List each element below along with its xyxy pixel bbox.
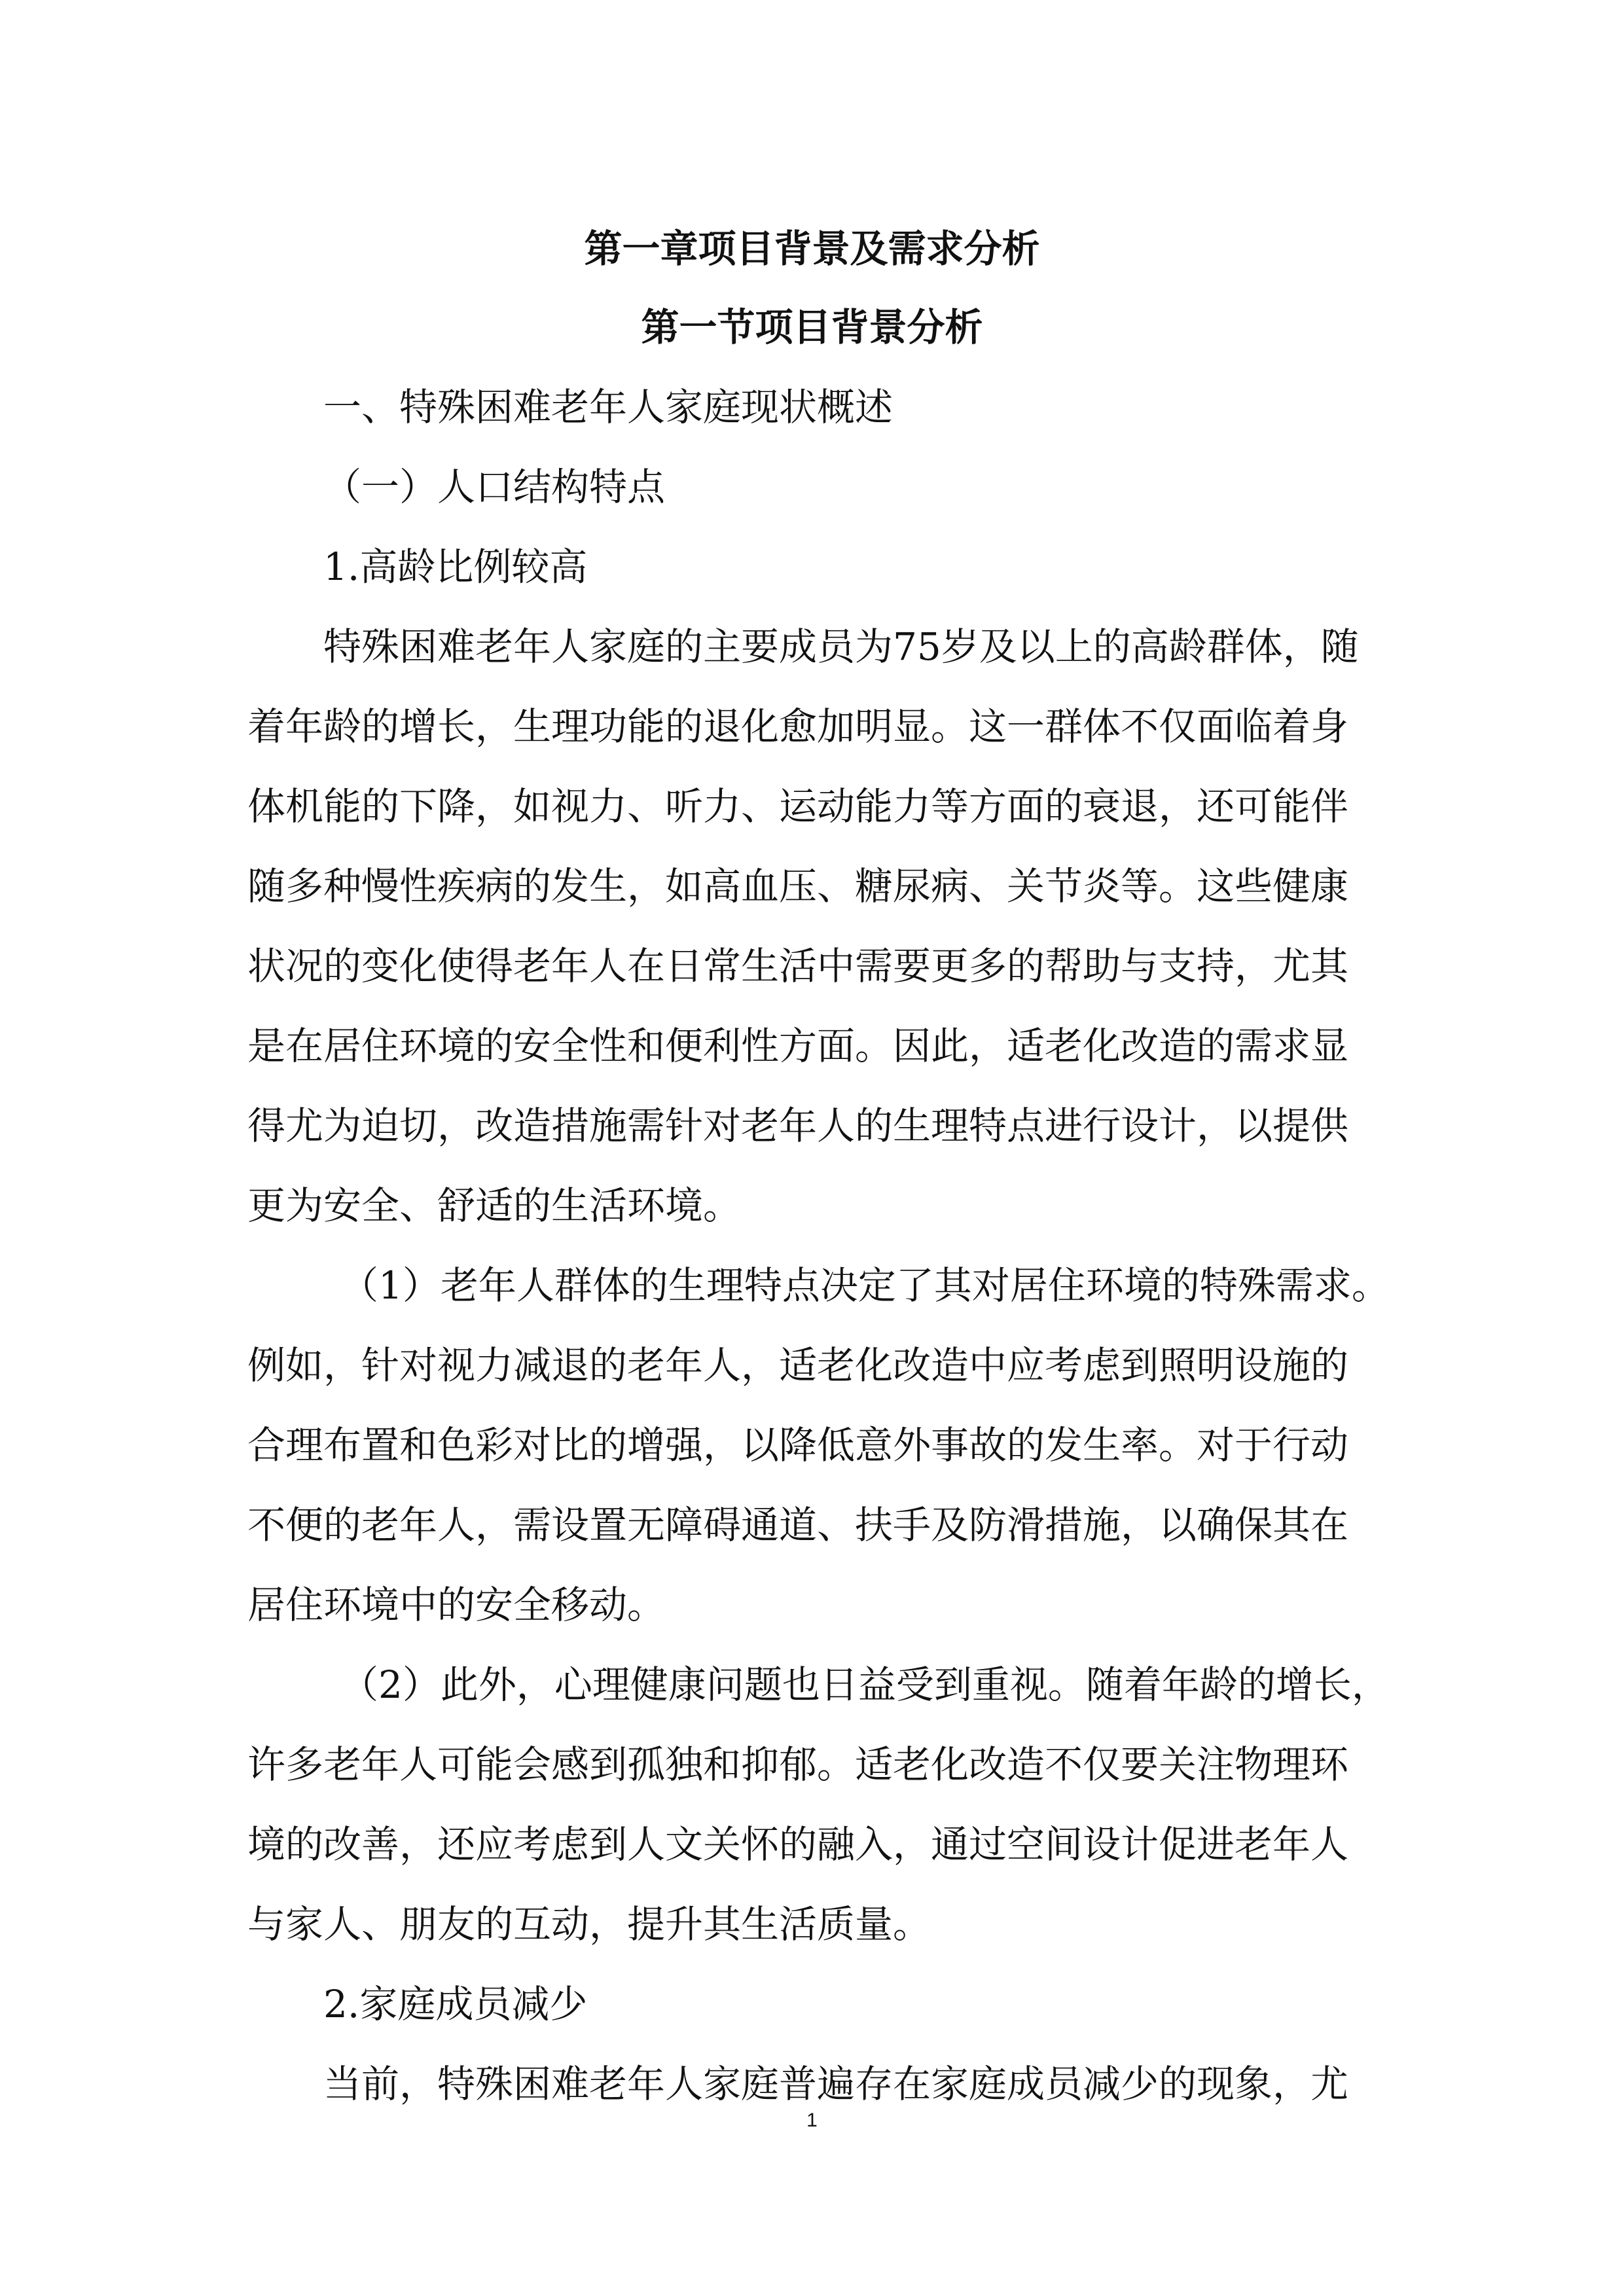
paragraph-1-line: 特殊困难老年人家庭的主要成员为75岁及以上的高龄群体，随 — [323, 624, 1359, 669]
heading-level-3: 1.高龄比例较高 — [323, 545, 588, 589]
paragraph-1-line: 随多种慢性疾病的发生，如高血压、糖尿病、关节炎等。这些健康 — [247, 864, 1349, 908]
paragraph-4-line: 当前，特殊困难老年人家庭普遍存在家庭成员减少的现象，尤 — [323, 2062, 1349, 2106]
paragraph-3-line: 境的改善，还应考虑到人文关怀的融入，通过空间设计促进老年人 — [247, 1822, 1349, 1867]
paragraph-1-line: 更为安全、舒适的生活环境。 — [247, 1183, 742, 1228]
paragraph-3-line: （2）此外，心理健康问题也日益受到重视。随着年龄的增长， — [340, 1662, 1390, 1707]
page-number: 1 — [806, 2109, 818, 2131]
heading-level-1: 一、特殊困难老年人家庭现状概述 — [323, 385, 893, 429]
paragraph-2-line: 例如，针对视力减退的老年人，适老化改造中应考虑到照明设施的 — [247, 1343, 1349, 1388]
paragraph-1-line: 得尤为迫切，改造措施需针对老年人的生理特点进行设计，以提供 — [247, 1103, 1349, 1148]
paragraph-3-line: 与家人、朋友的互动，提升其生活质量。 — [247, 1902, 931, 1946]
paragraph-1-line: 状况的变化使得老年人在日常生活中需要更多的帮助与支持，尤其 — [247, 944, 1349, 988]
paragraph-1-line: 着年龄的增长，生理功能的退化愈加明显。这一群体不仅面临着身 — [247, 704, 1349, 749]
heading-level-3: 2.家庭成员减少 — [323, 1982, 588, 2026]
paragraph-2-line: （1）老年人群体的生理特点决定了其对居住环境的特殊需求。 — [340, 1263, 1390, 1308]
paragraph-2-line: 不便的老年人，需设置无障碍通道、扶手及防滑措施，以确保其在 — [247, 1503, 1349, 1547]
paragraph-2-line: 居住环境中的安全移动。 — [247, 1583, 666, 1627]
paragraph-3-line: 许多老年人可能会感到孤独和抑郁。适老化改造不仅要关注物理环 — [247, 1742, 1349, 1787]
paragraph-1-line: 体机能的下降，如视力、听力、运动能力等方面的衰退，还可能伴 — [247, 784, 1349, 829]
heading-level-2: （一）人口结构特点 — [323, 465, 666, 509]
paragraph-2-line: 合理布置和色彩对比的增强，以降低意外事故的发生率。对于行动 — [247, 1423, 1349, 1467]
paragraph-1-line: 是在居住环境的安全性和便利性方面。因此，适老化改造的需求显 — [247, 1024, 1349, 1068]
section-title: 第一节项目背景分析 — [641, 305, 983, 350]
chapter-title: 第一章项目背景及需求分析 — [584, 226, 1040, 271]
